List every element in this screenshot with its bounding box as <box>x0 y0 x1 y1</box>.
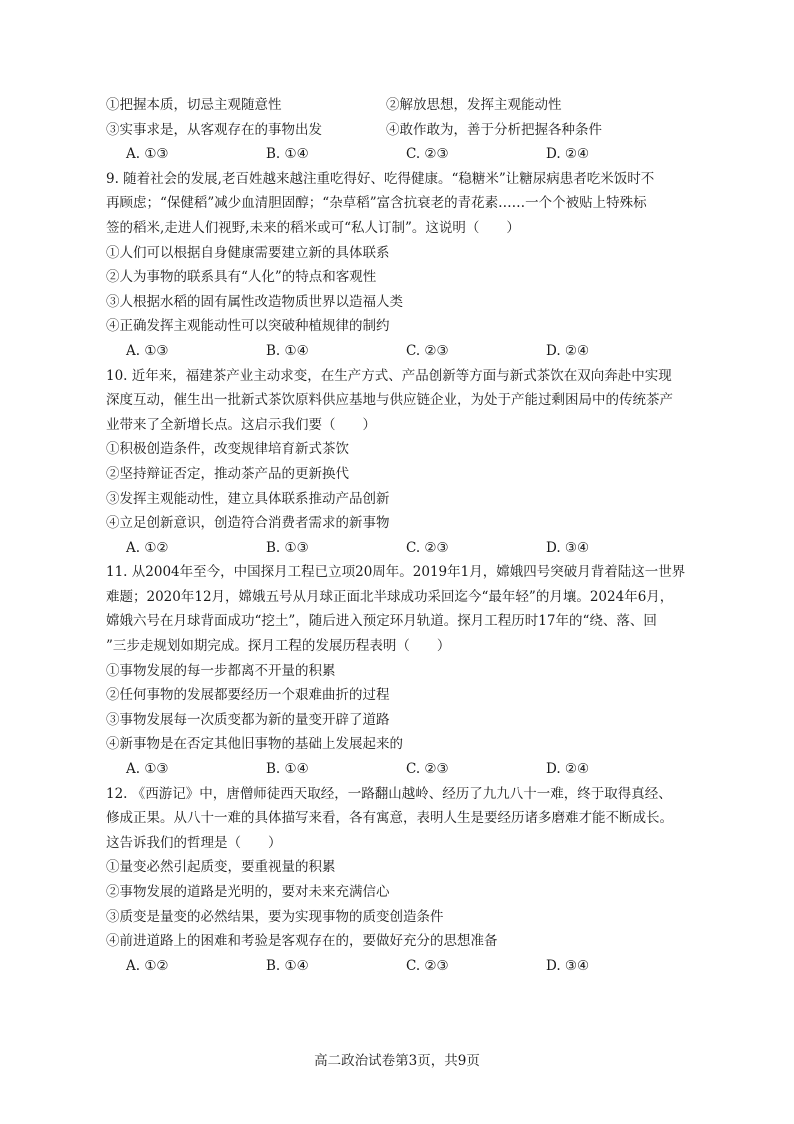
option-d: D. ②④ <box>546 342 590 359</box>
statement-4: ④新事物是在否定其他旧事物的基础上发展起来的 <box>106 736 403 753</box>
answer-options <box>106 142 702 167</box>
option-b: B. ①④ <box>266 146 309 163</box>
statement-2: ②坚持辩证否定，推动茶产品的更新换代 <box>106 465 349 482</box>
option-a: A. ①② <box>126 957 169 974</box>
option-c: C. ②③ <box>406 957 449 974</box>
option-d: D. ③④ <box>546 539 590 556</box>
question-stem-line: ”三步走规划如期完成。探月工程的发展历程表明（ ） <box>106 638 451 655</box>
question-stem-line: 嫦娥六号在月球背面成功“挖土”，随后进入预定环月轨道。探月工程历时17年的“绕、落、回 <box>106 613 657 630</box>
question-12 <box>106 782 702 979</box>
option-d: D. ③④ <box>546 957 590 974</box>
statement-2: ②事物发展的道路是光明的，要对未来充满信心 <box>106 884 390 900</box>
statement-1: ①事物发展的每一步都离不开量的积累 <box>106 662 336 679</box>
statement-1: ①量变必然引起质变，要重视量的积累 <box>106 859 336 876</box>
question-stem-line: 这告诉我们的哲理是（ ） <box>106 834 282 851</box>
question-stem-line: 9. 随着社会的发展,老百姓越来越注重吃得好、吃得健康。“稳糖米”让糖尿病患者吃米饭时不 <box>106 170 655 187</box>
option-a: A. ①③ <box>126 342 169 359</box>
option-c: C. ②③ <box>406 342 449 359</box>
statement-3: ③实事求是，从客观存在的事物出发 <box>106 121 322 138</box>
statement-4: ④敢作敢为，善于分析把握各种条件 <box>386 121 602 138</box>
statement-row <box>106 118 702 143</box>
question-stem-line: 再顾虑；“保健稻”减少血清胆固醇；“杂草稻”富含抗衰老的青花素……一个个被贴上特殊标 <box>106 195 647 212</box>
statement-4: ④立足创新意识，创造符合消费者需求的新事物 <box>106 515 390 532</box>
statement-2: ②解放思想，发挥主观能动性 <box>386 97 562 113</box>
option-b: B. ①④ <box>266 957 309 974</box>
question-stem-line: 签的稻米,走进人们视野,未来的稻米或可“私人订制”。这说明（ ） <box>106 219 520 236</box>
exam-page <box>106 93 702 978</box>
statement-1: ①积极创造条件，改变规律培育新式茶饮 <box>106 441 349 458</box>
question-stem-line: 11. 从2004年至今，中国探月工程已立项20周年。2019年1月，嫦娥四号突破月背着陆这一世界 <box>106 564 686 581</box>
statement-3: ③质变是量变的必然结果，要为实现事物的质变创造条件 <box>106 908 444 925</box>
statement-2: ②人为事物的联系具有“人化”的特点和客观性 <box>106 269 377 286</box>
statement-3: ③发挥主观能动性，建立具体联系推动产品创新 <box>106 490 390 507</box>
statement-1: ①把握本质，切忌主观随意性 <box>106 97 282 113</box>
question-stem-line: 10. 近年来，福建茶产业主动求变，在生产方式、产品创新等方面与新式茶饮在双向奔赴中实现 <box>106 367 672 384</box>
option-b: B. ①④ <box>266 761 309 778</box>
question-stem-line: 难题；2020年12月，嫦娥五号从月球正面北半球成功采回迄今“最年轻”的月壤。2024年6月， <box>106 588 674 605</box>
answer-options <box>106 954 702 979</box>
question-10 <box>106 364 702 561</box>
option-a: A. ①③ <box>126 146 169 163</box>
question-9 <box>106 167 702 364</box>
statement-3: ③人根据水稻的固有属性改造物质世界以造福人类 <box>106 293 403 310</box>
option-b: B. ①③ <box>266 539 309 556</box>
statement-4: ④正确发挥主观能动性可以突破种植规律的制约 <box>106 318 390 335</box>
statement-2: ②任何事物的发展都要经历一个艰难曲折的过程 <box>106 687 390 704</box>
statement-row <box>106 93 702 118</box>
question-stem-line: 修成正果。从八十一难的具体描写来看，各有寓意，表明人生是要经历诸多磨难才能不断成长。 <box>106 810 673 827</box>
question-stem-line: 业带来了全新增长点。这启示我们要（ ） <box>106 416 376 433</box>
option-c: C. ②③ <box>406 761 449 778</box>
statement-3: ③事物发展每一次质变都为新的量变开辟了道路 <box>106 711 390 728</box>
answer-options <box>106 757 702 782</box>
statement-4: ④前进道路上的困难和考验是客观存在的，要做好充分的思想准备 <box>106 933 498 950</box>
question-8-tail <box>106 93 702 167</box>
statement-1: ①人们可以根据自身健康需要建立新的具体联系 <box>106 244 390 261</box>
answer-options <box>106 536 702 561</box>
page-footer: 高二政治试卷第3页，共9页 <box>314 1053 480 1069</box>
option-c: C. ②③ <box>406 539 449 556</box>
option-d: D. ②④ <box>546 146 590 163</box>
option-a: A. ①③ <box>126 761 169 778</box>
option-a: A. ①② <box>126 539 169 556</box>
answer-options <box>106 339 702 364</box>
option-c: C. ②③ <box>406 146 449 163</box>
question-11 <box>106 560 702 781</box>
option-b: B. ①④ <box>266 342 309 359</box>
option-d: D. ②④ <box>546 761 590 778</box>
question-stem-line: 深度互动，催生出一批新式茶饮原料供应基地与供应链企业，为处于产能过剩困局中的传统茶产 <box>106 392 673 409</box>
question-stem-line: 12. 《西游记》中，唐僧师徒西天取经，一路翻山越岭、经历了九九八十一难，终于取得真经、 <box>106 785 672 802</box>
